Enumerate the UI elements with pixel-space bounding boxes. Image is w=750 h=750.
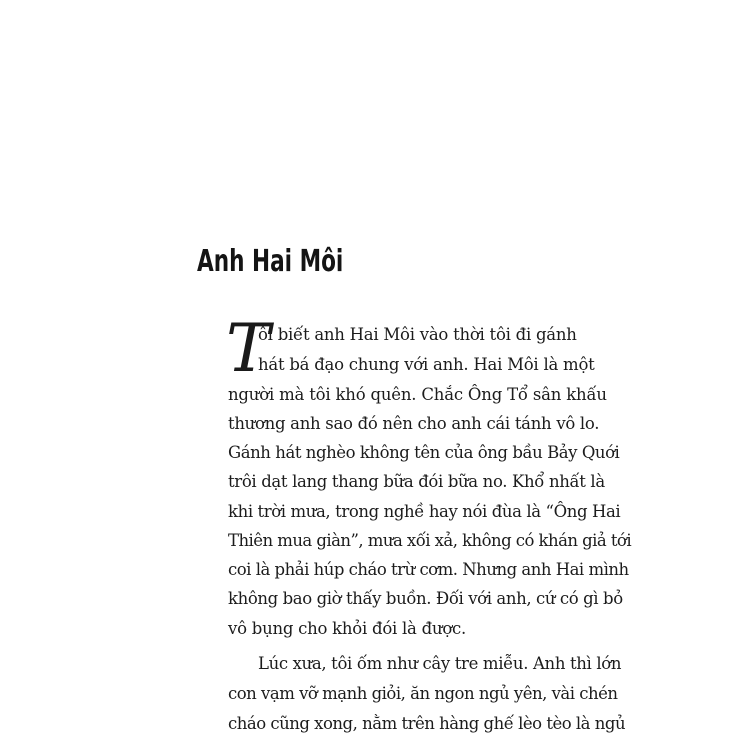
text-line: người mà tôi khó quên. Chắc Ông Tổ sân khấu [228, 385, 607, 404]
text-line: vô bụng cho khỏi đói là được. [228, 619, 466, 638]
text-line: Thiên mua giàn”, mưa xối xả, không có khán giả tới [228, 531, 632, 550]
text-line: con vạm vỡ mạnh giỏi, ăn ngon ngủ yên, vài chén [228, 684, 618, 703]
text-line: cháo cũng xong, nằm trên hàng ghế lèo tèo là ngủ [228, 714, 626, 733]
text-line: khi trời mưa, trong nghề hay nói đùa là “Ông Hai [228, 502, 621, 521]
text-line: không bao giờ thấy buồn. Đối với anh, cứ có gì bỏ [228, 589, 623, 608]
drop-cap: T [226, 310, 271, 387]
text-line: thương anh sao đó nên cho anh cái tánh vô lo. [228, 414, 600, 433]
text-line: Gánh hát nghèo không tên của ông bầu Bảy Quới [228, 443, 620, 462]
text-line: hát bá đạo chung với anh. Hai Môi là một [258, 355, 595, 374]
text-line: trôi dạt lang thang bữa đói bữa no. Khổ nhất là [228, 472, 605, 491]
text-line: ôi biết anh Hai Môi vào thời tôi đi gánh [258, 325, 577, 344]
chapter-title: Anh Hai Môi [197, 244, 344, 279]
text-line: Lúc xưa, tôi ốm như cây tre miễu. Anh thì lớn [258, 654, 622, 673]
text-line: coi là phải húp cháo trừ cơm. Nhưng anh Hai mình [228, 560, 629, 579]
